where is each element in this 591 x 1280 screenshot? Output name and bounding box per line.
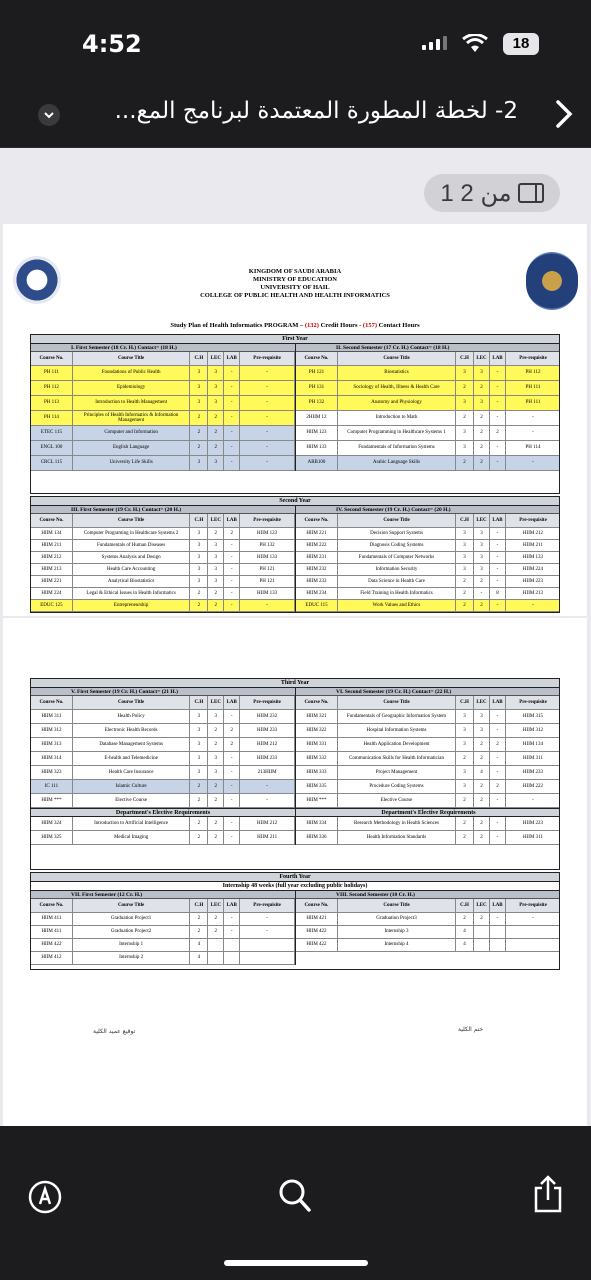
table-row: HIIM 311 Health Policy 3 3 - HIIM 232 [31,710,295,724]
semester-heading: IV. Second Semester (19 Cr. H.) Contact= (20 H.) [296,506,560,514]
table-row: HIIM 422 Internship 3 4 [296,926,560,939]
table-row: PH 121 Biostatistics 3 3 - PH 112 [296,366,560,381]
table-row: PH 112 Epidemiology 3 3 - - [31,381,295,396]
table-row: HIIM 336 Health Information Standards 2 2 - HIIM 311 [296,831,560,845]
table-row: HIIM 221 Decision Support Systems 3 3 - HIIM 212 [296,528,560,540]
table-row: IC 111 Islamic Culture 2 2 - - [31,780,295,794]
table-row: PH 113 Introduction to Health Management 3 3 - - [31,396,295,411]
table-row: EDUC 115 Work Values and Ethics 2 2 - - [296,600,560,612]
table-row: HIIM 231 Fundamentals of Computer Networks 3 3 - HIIM 133 [296,552,560,564]
table-row: HIIM 221 Analytical Biostatistics 3 3 - PH 121 [31,576,295,588]
semester-heading: I. First Semester (18 Cr. H.) Contact= (18 H.) [31,344,295,352]
table-row: PH 114 Principles of Health Informatics & Information Management 2 2 - - [31,411,295,426]
table-row: HIIM 334 Research Methodology in Health Sciences 2 2 - HIIM 223 [296,817,560,831]
table-row: HIIM 411 Graduation Project1 2 2 - - [31,913,295,926]
table-row: ETEC 115 Computer and Information 2 2 - - [31,426,295,441]
table-row: HIIM 213 Health Care Accounting 3 3 - PH 121 [31,564,295,576]
table-row: HIIM 133 Fundamentals of Information Systems 3 2 - PH 114 [296,441,560,456]
table-row: HIIM 313 Database Management Systems 3 2 2 HIIM 212 [31,738,295,752]
page-indicator [424,174,560,212]
table-row: HIIM 233 Data Science in Health Care 2 2 - HIIM 223 [296,576,560,588]
college-stamp-label: ختم الكلية [458,1026,484,1033]
table-row: CRCL 115 University Life Skills 3 3 - - [31,456,295,471]
battery-indicator: 18 [503,33,539,55]
table-row: HIIM *** Elective Course 2 2 - - [296,794,560,808]
third-year-table [30,678,560,870]
table-header-row: Course No. Course Title C.H LEC LAB Pre-requisite [296,352,560,366]
table-header-row: Course No. Course Title C.H LEC LAB Pre-requisite [31,899,295,913]
table-row: ARB100 Arabic Language Skills 2 2 - - [296,456,560,471]
table-row: HIIM 422 Internship 1 4 [31,939,295,952]
table-row: HIIM 335 Procedure Coding Systems 3 2 2 HIIM 222 [296,780,560,794]
document-title: 2- لخطة المطورة المعتمدة لبرنامج المع... [114,98,518,124]
first-year-table [30,334,560,494]
elective-heading: Department's Elective Requirements [296,808,560,817]
pdf-page-1 [3,224,587,616]
table-row: HIIM 224 Legal & Ethical Issues in Health Informatics 2 2 - HIIM 133 [31,588,295,600]
table-row: HIIM 314 E-health and Telemedicine 3 3 - HIIM 233 [31,752,295,766]
table-row: HIIM 324 Introduction to Artificial Intelligence 2 2 - HIIM 212 [31,817,295,831]
chevron-down-icon[interactable] [38,104,60,126]
dean-signature-label: توقيع عميد الكلية [93,1028,136,1035]
year-heading: Fourth Year [31,873,559,882]
table-row: 2HIIM 12 Introduction to Math 2 2 - - [296,411,560,426]
table-row: PH 111 Foundations of Public Health 3 3 - - [31,366,295,381]
table-row: PH 132 Anatomy and Physiology 3 3 - PH 111 [296,396,560,411]
table-row: HIIM 325 Medical Imaging 2 2 - HIIM 211 [31,831,295,845]
year-heading: First Year [31,335,559,344]
study-plan-title: Study Plan of Health Informatics PROGRAM – (132) Credit Hours - (157) Contact Hours [170,322,420,329]
table-header-row: Course No. Course Title C.H LEC LAB Pre-requisite [296,514,560,528]
share-icon[interactable] [532,1174,564,1214]
table-row: HIIM *** Elective Course 2 2 - - [31,794,295,808]
semester-heading: II. Second Semester (17 Cr. H.) Contact= (18 H.) [296,344,560,352]
fourth-year-table [30,872,560,970]
table-header-row: Course No. Course Title C.H LEC LAB Pre-requisite [31,352,295,366]
markup-pen-icon[interactable] [28,1180,62,1214]
table-row: HIIM 323 Health Care Insurance 3 3 - 213HIIM [31,766,295,780]
table-header-row: Course No. Course Title C.H LEC LAB Pre-requisite [296,696,560,710]
wifi-icon [462,34,488,54]
table-row: HIIM 312 Electronic Health Records 3 2 2 HIIM 233 [31,724,295,738]
table-row: HIIM 134 Computer Programing in Healthcare Systems 2 3 2 2 HIIM 123 [31,528,295,540]
semester-heading: VIII. Second Semester (10 Cr. H.) [296,891,560,899]
second-year-table [30,496,560,613]
year-heading: Second Year [31,497,559,506]
table-row: HIIM 211 Fundamentals of Human Diseases 3 3 - PH 132 [31,540,295,552]
document-header [0,80,591,148]
semester-heading: III. First Semester (19 Cr. H.) Contact= (20 H.) [31,506,295,514]
page-thumbnail-icon [518,183,544,203]
table-row: HIIM 232 Information Security 3 3 - HIIM 224 [296,564,560,576]
pdf-viewer[interactable] [0,148,591,1126]
table-row: HIIM 421 Graduation Project3 2 2 - - [296,913,560,926]
table-row: HIIM 212 Systems Analysis and Design 3 3 - HIIM 133 [31,552,295,564]
status-bar [0,0,591,80]
search-icon[interactable] [278,1178,312,1214]
semester-heading: V. First Semester (19 Cr. H.) Contact= (21 H.) [31,688,295,696]
bottom-toolbar [0,1126,591,1280]
table-row: HIIM 411 Graduation Project2 2 2 - - [31,926,295,939]
table-row: HIIM 123 Computer Programming in Healthcare Systems 1 3 2 2 - [296,426,560,441]
cellular-signal-icon [422,36,447,50]
table-row: HIIM 222 Diagnosis Coding Systems 3 3 - HIIM 211 [296,540,560,552]
year-heading: Third Year [31,679,559,688]
table-row: ENGL 100 English Language 2 2 - - [31,441,295,456]
table-row: HIIM 234 Field Training in Health Informatics 2 - 8 HIIM 213 [296,588,560,600]
status-time: 4:52 [82,30,142,58]
table-row: PH 131 Sociology of Health, Illness & Health Care 2 2 - PH 111 [296,381,560,396]
page-count-text: 1 من 2 [440,179,512,207]
semester-heading: VI. Second Semester (19 Cr. H.) Contact= (22 H.) [296,688,560,696]
pdf-page-2 [3,618,587,1126]
table-row: HIIM 422 Internship 4 4 [296,939,560,952]
chevron-right-icon[interactable] [552,98,576,130]
internship-note: Internship 48 weeks (full year excluding public holidays) [31,882,559,891]
table-row: EDUC 125 Entrepreneurship 2 2 - - [31,600,295,612]
table-row: HIIM 332 Communication Skills for Health Informatician 2 2 - HIIM 311 [296,752,560,766]
semester-heading: VII. First Semester (12 Cr. H.) [31,891,295,899]
elective-heading: Department's Elective Requirements [31,808,295,817]
table-row: HIIM 333 Project Management 3 4 - HIIM 233 [296,766,560,780]
table-row: HIIM 331 Health Application Development 3 2 2 HIIM 134 [296,738,560,752]
table-row: HIIM 412 Internship 2 4 [31,952,295,965]
table-header-row: Course No. Course Title C.H LEC LAB Pre-requisite [31,696,295,710]
table-row: HIIM 321 Fundamentals of Geographic Information System 3 3 - HIIM 315 [296,710,560,724]
home-indicator[interactable] [224,1260,368,1266]
table-header-row: Course No. Course Title C.H LEC LAB Pre-requisite [296,899,560,913]
table-header-row: Course No. Course Title C.H LEC LAB Pre-requisite [31,514,295,528]
document-letterhead: KINGDOM OF SAUDI ARABIA MINISTRY OF EDUCATION UNIVERSITY OF HAIL COLLEGE OF PUBLIC HEALTH AND HEALTH INFORMATICS [200,268,390,299]
table-row: HIIM 322 Hospital Information Systems 3 3 - HIIM 312 [296,724,560,738]
